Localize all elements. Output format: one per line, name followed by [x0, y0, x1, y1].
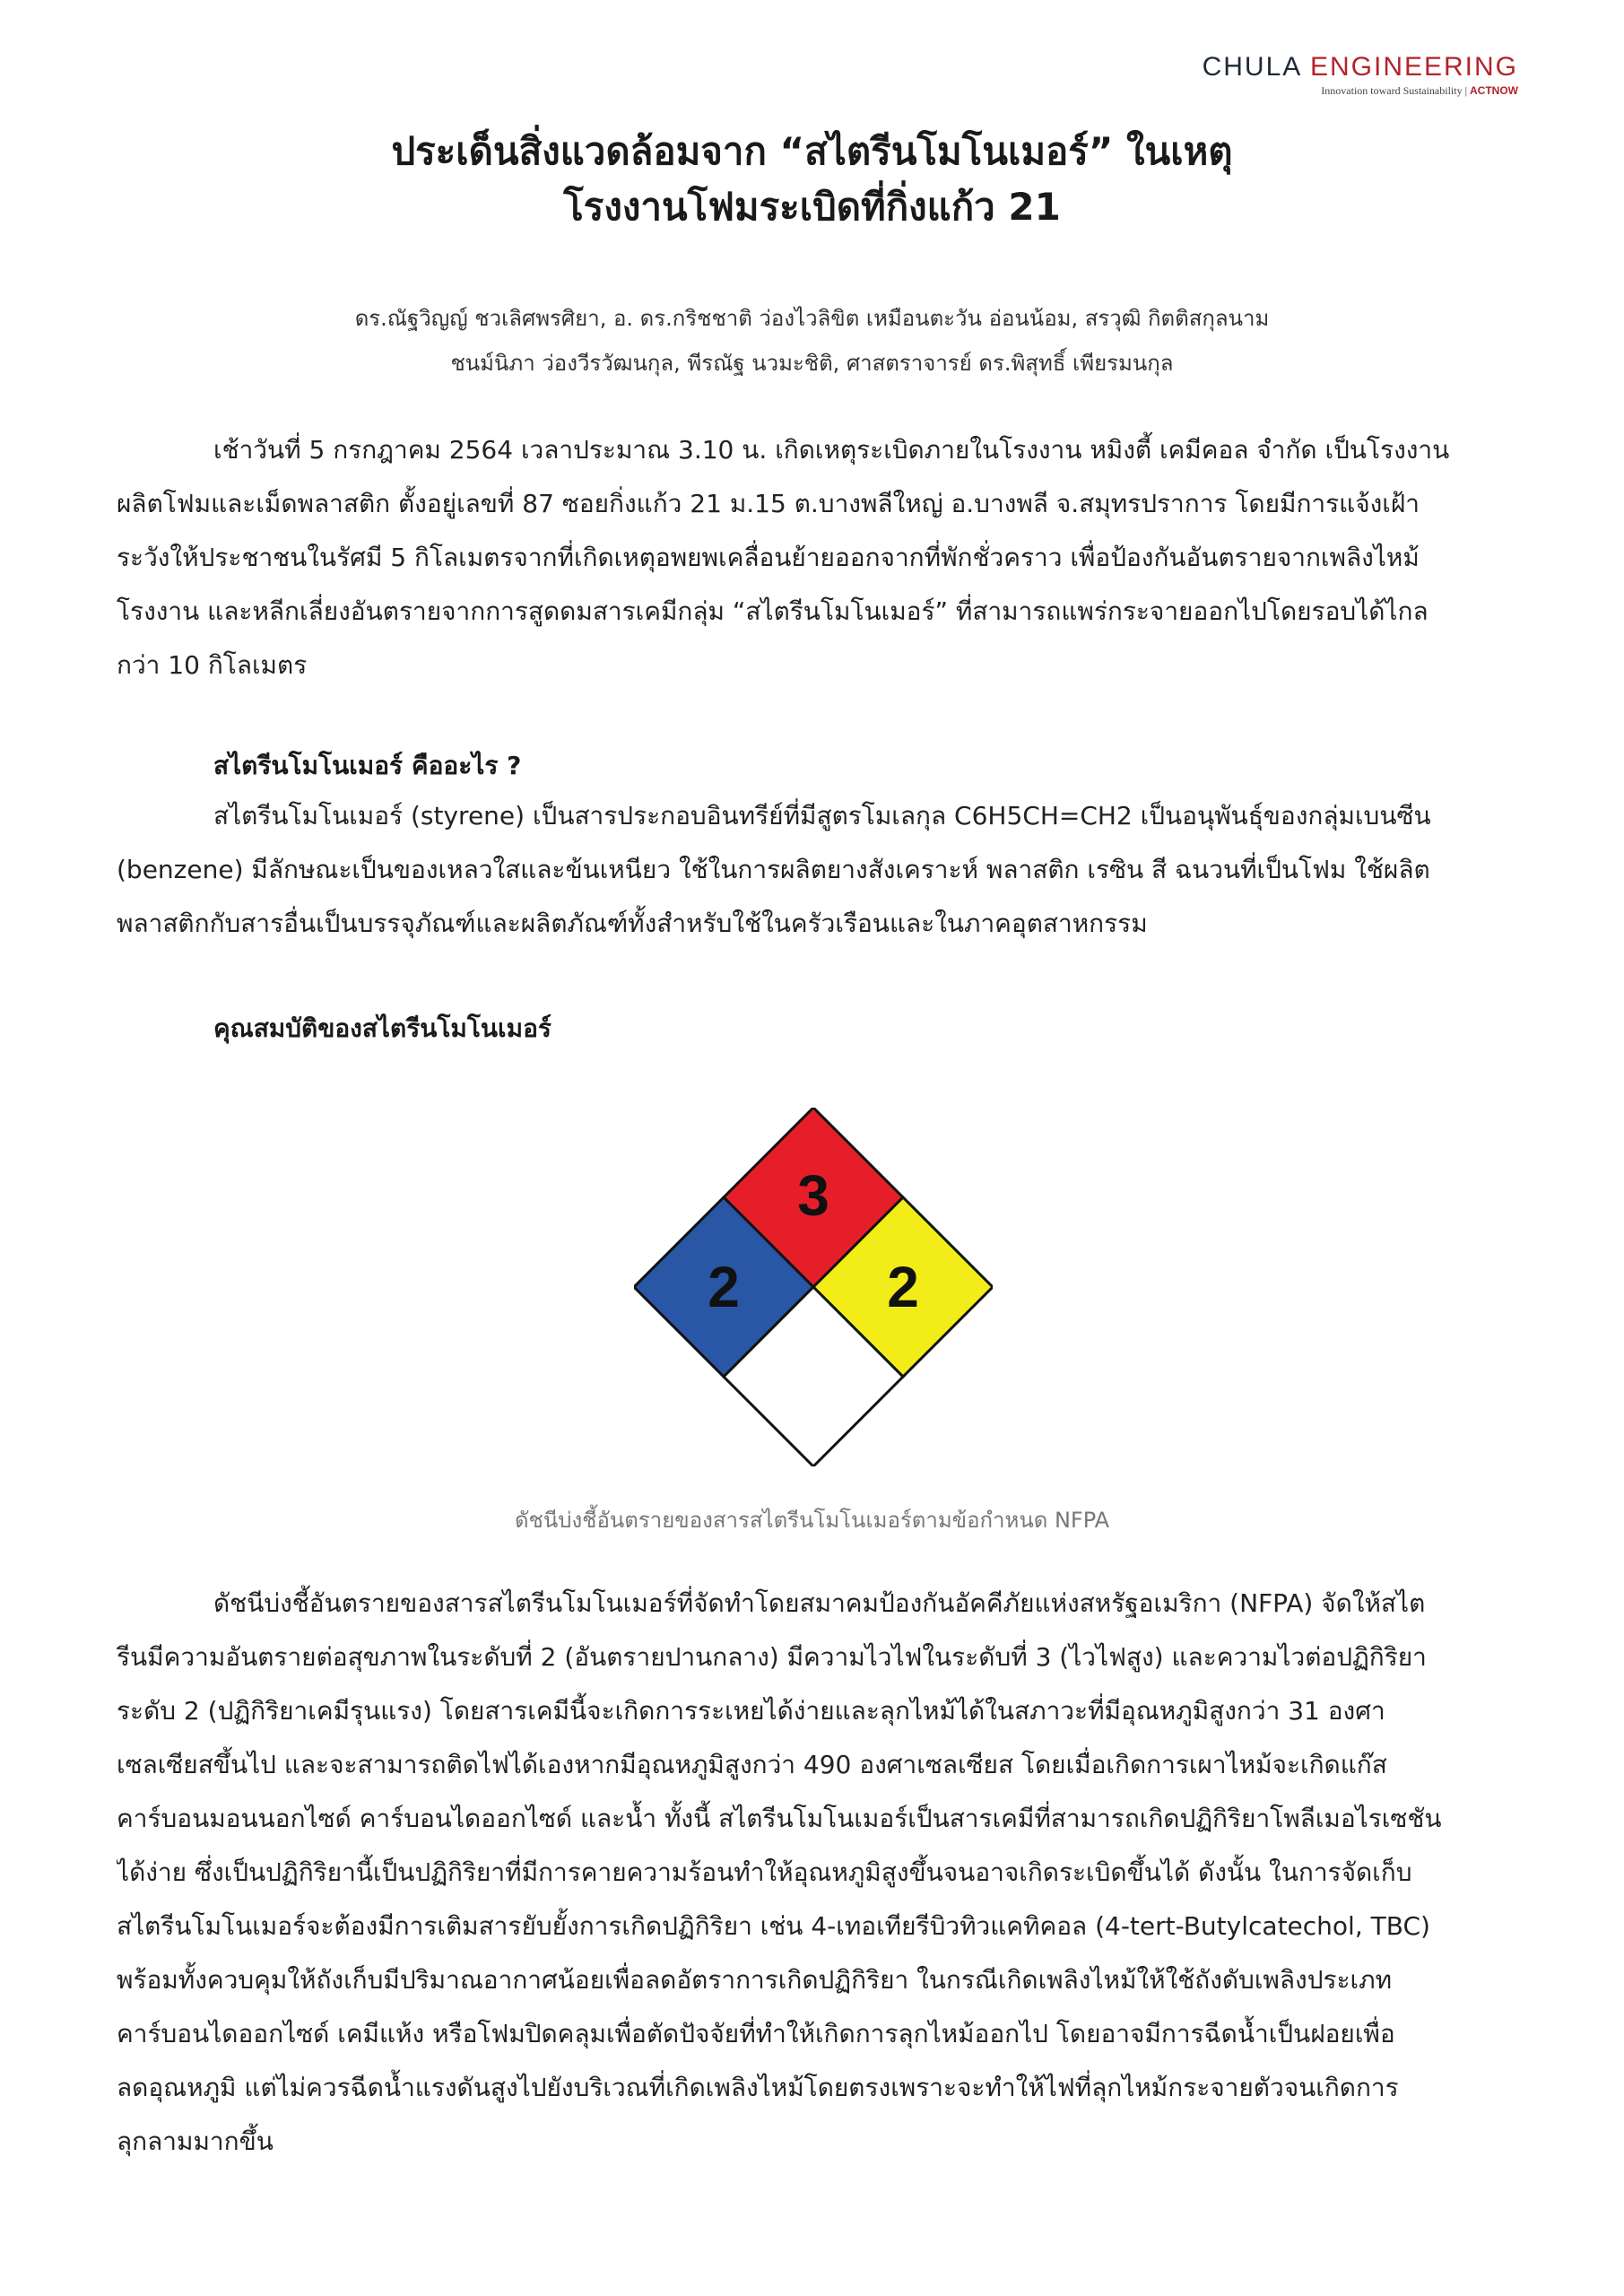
authors-line-2: ชนม์นิภา ว่องวีรวัฒนกุล, พีรณัฐ นวมะชิติ, ศาสตราจารย์ ดร.พิสุทธิ์ เพียรมนกุล	[450, 351, 1174, 376]
title-line-1: ประเด็นสิ่งแวดล้อมจาก “สไตรีนโมโนเมอร์” ในเหตุ	[391, 129, 1233, 173]
paragraph-line: ผลิตโฟมและเม็ดพลาสติก ตั้งอยู่เลขที่ 87 ซอยกิ่งแก้ว 21 ม.15 ต.บางพลีใหญ่ อ.บางพลี จ.สมุทรปราการ โดยมีการแจ้งเฝ้า	[117, 489, 1420, 518]
nfpa-flammability-value: 3	[797, 1163, 829, 1228]
paragraph-line: (benzene) มีลักษณะเป็นของเหลวใสและข้นเหนียว ใช้ในการผลิตยางสังเคราะห์ พลาสติก เรซิน สี ฉนวนที่เป็นโฟม ใช้ผลิต	[117, 855, 1430, 884]
logo-actnow-text: ACTNOW	[1470, 84, 1518, 97]
paragraph-line: โรงงาน และหลีกเลี่ยงอันตรายจากการสูดดมสารเคมีกลุ่ม “สไตรีนโมโนเมอร์” ที่สามารถแพร่กระจายออกไปโดยรอบได้ไกล	[117, 596, 1429, 626]
paragraph-line: ดัชนีบ่งชี้อันตรายของสารสไตรีนโมโนเมอร์ที่จัดทำโดยสมาคมป้องกันอัคคีภัยแห่งสหรัฐอเมริกา (NFPA) จัดให้สไต	[213, 1588, 1426, 1618]
logo-engineering-text: ENGINEERING	[1309, 52, 1518, 82]
intro-paragraph	[117, 423, 1515, 692]
nfpa-explanation-paragraph	[117, 1577, 1515, 2169]
paragraph-line: เซลเซียสขึ้นไป และจะสามารถติดไฟได้เองหากมีอุณหภูมิสูงกว่า 490 องศาเซลเซียส โดยเมื่อเกิดการเผาไหม้จะเกิดแก๊ส	[117, 1750, 1387, 1779]
section-heading-what-is-styrene: สไตรีนโมโนเมอร์ คืออะไร ?	[213, 751, 522, 780]
nfpa-health-value: 2	[708, 1255, 740, 1319]
paragraph-line: คาร์บอนมอนนอกไซด์ คาร์บอนไดออกไซด์ และน้ำ ทั้งนี้ สไตรีนโมโนเมอร์เป็นสารเคมีที่สามารถเกิดปฏิกิริยาโพลีเมอไรเซชัน	[117, 1804, 1442, 1833]
nfpa-hazard-diamond	[634, 1108, 993, 1466]
paragraph-line: พลาสติกกับสารอื่นเป็นบรรจุภัณฑ์และผลิตภัณฑ์ทั้งสำหรับใช้ในครัวเรือนและในภาคอุตสาหกรรม	[117, 909, 1148, 938]
paragraph-line: ระวังให้ประชาชนในรัศมี 5 กิโลเมตรจากที่เกิดเหตุอพยพเคลื่อนย้ายออกจากที่พักชั่วคราว เพื่อป้องกันอันตรายจากเพลิงไหม้	[117, 543, 1420, 572]
paragraph-line: สไตรีนโมโนเมอร์จะต้องมีการเติมสารยับยั้งการเกิดปฏิกิริยา เช่น 4-เทอเทียรีบิวทิวแคทิคอล (4-tert-Butylcatechol, TBC)	[117, 1911, 1430, 1941]
styrene-definition-paragraph	[117, 789, 1515, 951]
paragraph-line: รีนมีความอันตรายต่อสุขภาพในระดับที่ 2 (อันตรายปานกลาง) มีความไวไฟในระดับที่ 3 (ไวไฟสูง) และความไวต่อปฏิกิริยา	[117, 1642, 1427, 1672]
authors-line-1: ดร.ณัฐวิญญ์ ชวเลิศพรศิยา, อ. ดร.กริชชาติ ว่องไวลิขิต เหมือนตะวัน อ่อนน้อม, สรวุฒิ กิตติสกุลนาม	[354, 306, 1270, 331]
nfpa-reactivity-value: 2	[887, 1255, 919, 1319]
paragraph-line: ลุกลามมากขึ้น	[117, 2126, 274, 2156]
section-heading-properties: คุณสมบัติของสไตรีนโมโนเมอร์	[213, 1013, 551, 1043]
paragraph-line: ลดอุณหภูมิ แต่ไม่ควรฉีดน้ำแรงดันสูงไปยังบริเวณที่เกิดเพลิงไหม้โดยตรงเพราะจะทำให้ไฟที่ลุกไหม้กระจายตัวจนเกิดการ	[117, 2073, 1399, 2102]
logo-tagline-text: Innovation toward Sustainability |	[1321, 84, 1470, 97]
paragraph-line: เช้าวันที่ 5 กรกฎาคม 2564 เวลาประมาณ 3.10 น. เกิดเหตุระเบิดภายในโรงงาน หมิงตี้ เคมีคอล จำกัด เป็นโรงงาน	[213, 435, 1450, 465]
author-list	[0, 296, 1624, 386]
page-title	[0, 124, 1624, 235]
logo-tagline	[1203, 84, 1518, 98]
title-line-2: โรงงานโฟมระเบิดที่กิ่งแก้ว 21	[563, 185, 1061, 229]
paragraph-line: คาร์บอนไดออกไซด์ เคมีแห้ง หรือโฟมปิดคลุมเพื่อตัดปัจจัยที่ทำให้เกิดการลุกไหม้ออกไป โดยอาจมีการฉีดน้ำเป็นฝอยเพื่อ	[117, 2019, 1395, 2048]
paragraph-line: พร้อมทั้งควบคุมให้ถังเก็บมีปริมาณอากาศน้อยเพื่อลดอัตราการเกิดปฏิกิริยา ในกรณีเกิดเพลิงไหม้ให้ใช้ถังดับเพลิงประเภท	[117, 1965, 1393, 1995]
chula-engineering-logo	[1203, 52, 1518, 98]
figure-caption: ดัชนีบ่งชี้อันตรายของสารสไตรีนโมโนเมอร์ตามข้อกำหนด NFPA	[514, 1508, 1110, 1533]
logo-wordmark	[1203, 52, 1518, 83]
paragraph-line: กว่า 10 กิโลเมตร	[117, 650, 308, 680]
paragraph-line: ได้ง่าย ซึ่งเป็นปฏิกิริยานี้เป็นปฏิกิริยาที่มีการคายความร้อนทำให้อุณหภูมิสูงขึ้นจนอาจเกิดระเบิดขึ้นได้ ดังนั้น ในการจัดเก็บ	[117, 1857, 1412, 1887]
paragraph-line: ระดับ 2 (ปฏิกิริยาเคมีรุนแรง) โดยสารเคมีนี้จะเกิดการระเหยได้ง่ายและลุกไหม้ได้ในสภาวะที่มีอุณหภูมิสูงกว่า 31 องศา	[117, 1696, 1385, 1726]
logo-chula-text: CHULA	[1202, 52, 1310, 82]
paragraph-line: สไตรีนโมโนเมอร์ (styrene) เป็นสารประกอบอินทรีย์ที่มีสูตรโมเลกุล C6H5CH=CH2 เป็นอนุพันธุ์ของกลุ่มเบนซีน	[213, 801, 1431, 831]
